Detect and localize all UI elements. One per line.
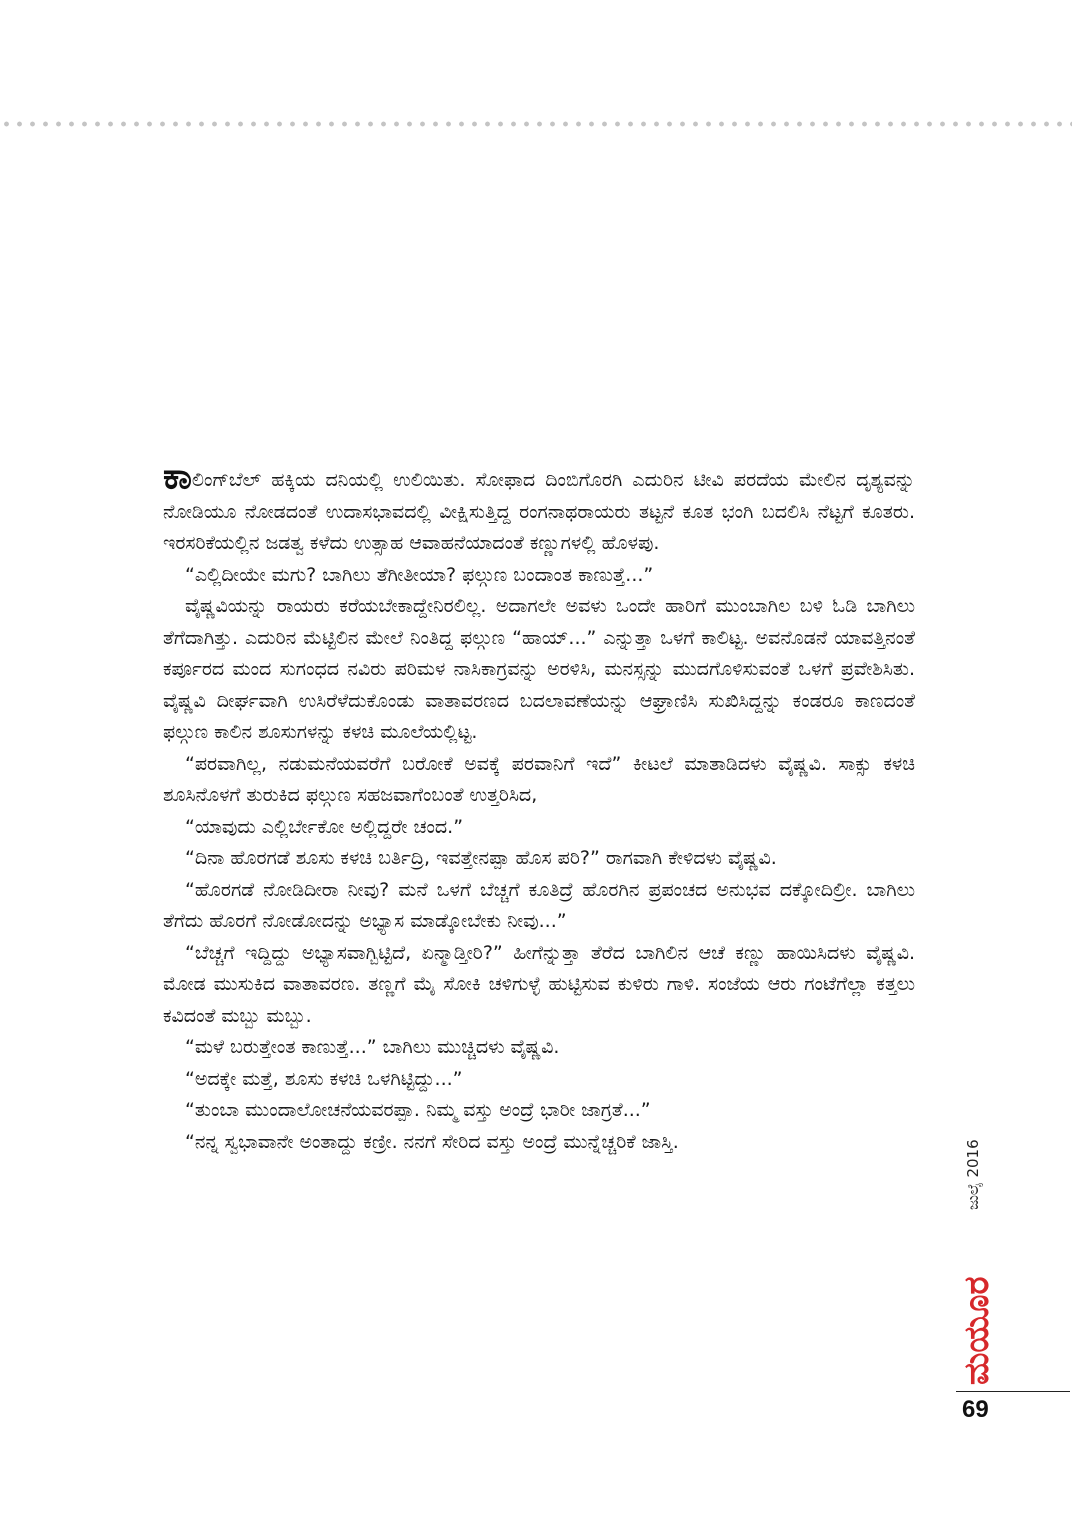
page-number-rule [956,1391,1070,1392]
article-paragraph-12: “ನನ್ನ ಸ್ವಭಾವಾನೇ ಅಂತಾದ್ದು ಕಣ್ರೀ. ನನಗೆ ಸೇರಿದ ವಸ್ತು ಅಂದ್ರೆ ಮುನ್ನೆಚ್ಚರಿಕೆ ಜಾಸ್ತಿ. [185,1130,679,1153]
article-paragraph-5: “ಯಾವುದು ಎಲ್ಲಿರ್ಬೇಕೋ ಅಲ್ಲಿದ್ದರೇ ಚಂದ.” [185,815,464,838]
issue-date: ಜುಲೈ 2016 [964,1139,982,1210]
article-paragraph-3: ವೈಷ್ಣವಿಯನ್ನು ರಾಯರು ಕರೆಯಬೇಕಾದ್ದೇನಿರಲಿಲ್ಲ. ಅದಾಗಲೇ ಅವಳು ಒಂದೇ ಹಾರಿಗೆ ಮುಂಬಾಗಿಲ ಬಳಿ ಓಡಿ ಬಾಗಿಲು ತೆಗೆದಾಗಿತ್ತು. ಎದುರಿನ ಮೆಟ್ಟಿಲಿನ ಮೇಲೆ ನಿಂತಿದ್ದ ಫಲ್ಗುಣ “ಹಾಯ್...” ಎನ್ನುತ್ತಾ ಒಳಗೆ ಕಾಲಿಟ್ಟ. ಅವನೊಡನೆ ಯಾವತ್ತಿನಂತೆ ಕರ್ಪೂರದ ಮಂದ ಸುಗಂಧದ ನವಿರು ಪರಿಮಳ ನಾಸಿಕಾಗ್ರವನ್ನು ಅರಳಿಸಿ, ಮನಸ್ಸನ್ನು ಮುದಗೊಳಿಸುವಂತೆ ಒಳಗೆ ಪ್ರವೇಶಿಸಿತು. ವೈಷ್ಣವಿ ದೀರ್ಘವಾಗಿ ಉಸಿರೆಳೆದುಕೊಂಡು ವಾತಾವರಣದ ಬದಲಾವಣೆಯನ್ನು ಆಘ್ರಾಣಿಸಿ ಸುಖಿಸಿದ್ದನ್ನು ಕಂಡರೂ ಕಾಣದಂತೆ ಫಲ್ಗುಣ ಕಾಲಿನ ಶೂಸುಗಳನ್ನು ಕಳಚಿ ಮೂಲೆಯಲ್ಲಿಟ್ಟ. [163,595,915,743]
article-paragraph-11: “ತುಂಬಾ ಮುಂದಾಲೋಚನೆಯವರಪ್ಪಾ. ನಿಮ್ಮ ವಸ್ತು ಅಂದ್ರೆ ಭಾರೀ ಜಾಗ್ರತೆ...” [185,1099,651,1121]
dotted-divider [0,120,1072,128]
article-body [163,456,915,1158]
paragraph-text: ಲಿಂಗ್‌ಬೆಲ್ ಹಕ್ಕಿಯ ದನಿಯಲ್ಲಿ ಉಲಿಯಿತು. ಸೋಫಾದ ದಿಂಬಿಗೊರಗಿ ಎದುರಿನ ಟೀವಿ ಪರದೆಯ ಮೇಲಿನ ದೃಶ್ಯವನ್ನು ನೋಡಿಯೂ ನೋಡದಂತೆ ಉದಾಸಭಾವದಲ್ಲಿ ವೀಕ್ಷಿಸುತ್ತಿದ್ದ ರಂಗನಾಥರಾಯರು ತಟ್ಟನೆ ಕೂತ ಭಂಗಿ ಬದಲಿಸಿ ನೆಟ್ಟಗೆ ಕೂತರು. ಇರಸರಿಕೆಯಲ್ಲಿನ ಜಡತ್ವ ಕಳೆದು ಉತ್ಸಾಹ ಆವಾಹನೆಯಾದಂತೆ ಕಣ್ಣುಗಳಲ್ಲಿ ಹೊಳಪು. [163,469,915,554]
article-paragraph-6: “ದಿನಾ ಹೊರಗಡೆ ಶೂಸು ಕಳಚಿ ಬರ್ತಿದ್ರಿ, ಇವತ್ತೇನಪ್ಪಾ ಹೊಸ ಪರಿ?” ರಾಗವಾಗಿ ಕೇಳಿದಳು ವೈಷ್ಣವಿ. [185,847,777,869]
article-paragraph-4: “ಪರವಾಗಿಲ್ಲ, ನಡುಮನೆಯವರೆಗೆ ಬರೋಕೆ ಅವಕ್ಕೆ ಪರವಾನಿಗೆ ಇದೆ” ಕೀಟಲೆ ಮಾತಾಡಿದಳು ವೈಷ್ಣವಿ. ಸಾಕ್ಸು ಕಳಚಿ ಶೂಸಿನೊಳಗೆ ತುರುಕಿದ ಫಲ್ಗುಣ ಸಹಜವಾಗೆಂಬಂತೆ ಉತ್ತರಿಸಿದ, [163,752,915,806]
article-paragraph-7: “ಹೊರಗಡೆ ನೋಡಿದೀರಾ ನೀವು? ಮನೆ ಒಳಗೆ ಬೆಚ್ಚಗೆ ಕೂತಿದ್ರೆ ಹೊರಗಿನ ಪ್ರಪಂಚದ ಅನುಭವ ದಕ್ಕೋದಿಲ್ರೀ. ಬಾಗಿಲು ತೆಗೆದು ಹೊರಗೆ ನೋಡೋದನ್ನು ಅಭ್ಯಾಸ ಮಾಡ್ಕೋಬೇಕು ನೀವು...” [163,878,915,932]
article-paragraph-10: “ಅದಕ್ಕೇ ಮತ್ತೆ, ಶೂಸು ಕಳಚಿ ಒಳಗಿಟ್ಟಿದ್ದು...” [185,1067,463,1090]
article-paragraph-2: “ಎಲ್ಲಿದೀಯೇ ಮಗು? ಬಾಗಿಲು ತೆಗೀತೀಯಾ? ಫಲ್ಗುಣ ಬಂದಾಂತ ಕಾಣುತ್ತೆ...” [185,563,654,586]
article-paragraph-8: “ಬೆಚ್ಚಗೆ ಇದ್ದಿದ್ದು ಅಭ್ಯಾಸವಾಗ್ಬಿಟ್ಟಿದೆ, ಏನ್ಮಾಡ್ತೀರಿ?” ಹೀಗೆನ್ನುತ್ತಾ ತೆರೆದ ಬಾಗಿಲಿನ ಆಚೆ ಕಣ್ಣು ಹಾಯಿಸಿದಳು ವೈಷ್ಣವಿ. ಮೋಡ ಮುಸುಕಿದ ವಾತಾವರಣ. ತಣ್ಣಗೆ ಮೈ ಸೋಕಿ ಚಳಿಗುಳ್ಳೆ ಹುಟ್ಟಿಸುವ ಕುಳಿರು ಗಾಳಿ. ಸಂಜೆಯ ಆರು ಗಂಟೆಗೆಲ್ಲಾ ಕತ್ತಲು ಕವಿದಂತೆ ಮಬ್ಬು ಮಬ್ಬು. [163,941,915,1027]
page-number: 69 [962,1396,989,1423]
article-paragraph-9: “ಮಳೆ ಬರುತ್ತೇಂತ ಕಾಣುತ್ತೆ...” ಬಾಗಿಲು ಮುಚ್ಚಿದಳು ವೈಷ್ಣವಿ. [185,1036,560,1058]
article-paragraph-1 [163,456,915,560]
drop-cap: ಕಾ [163,456,192,497]
magazine-title: ಮಯೂರ [957,1276,997,1385]
